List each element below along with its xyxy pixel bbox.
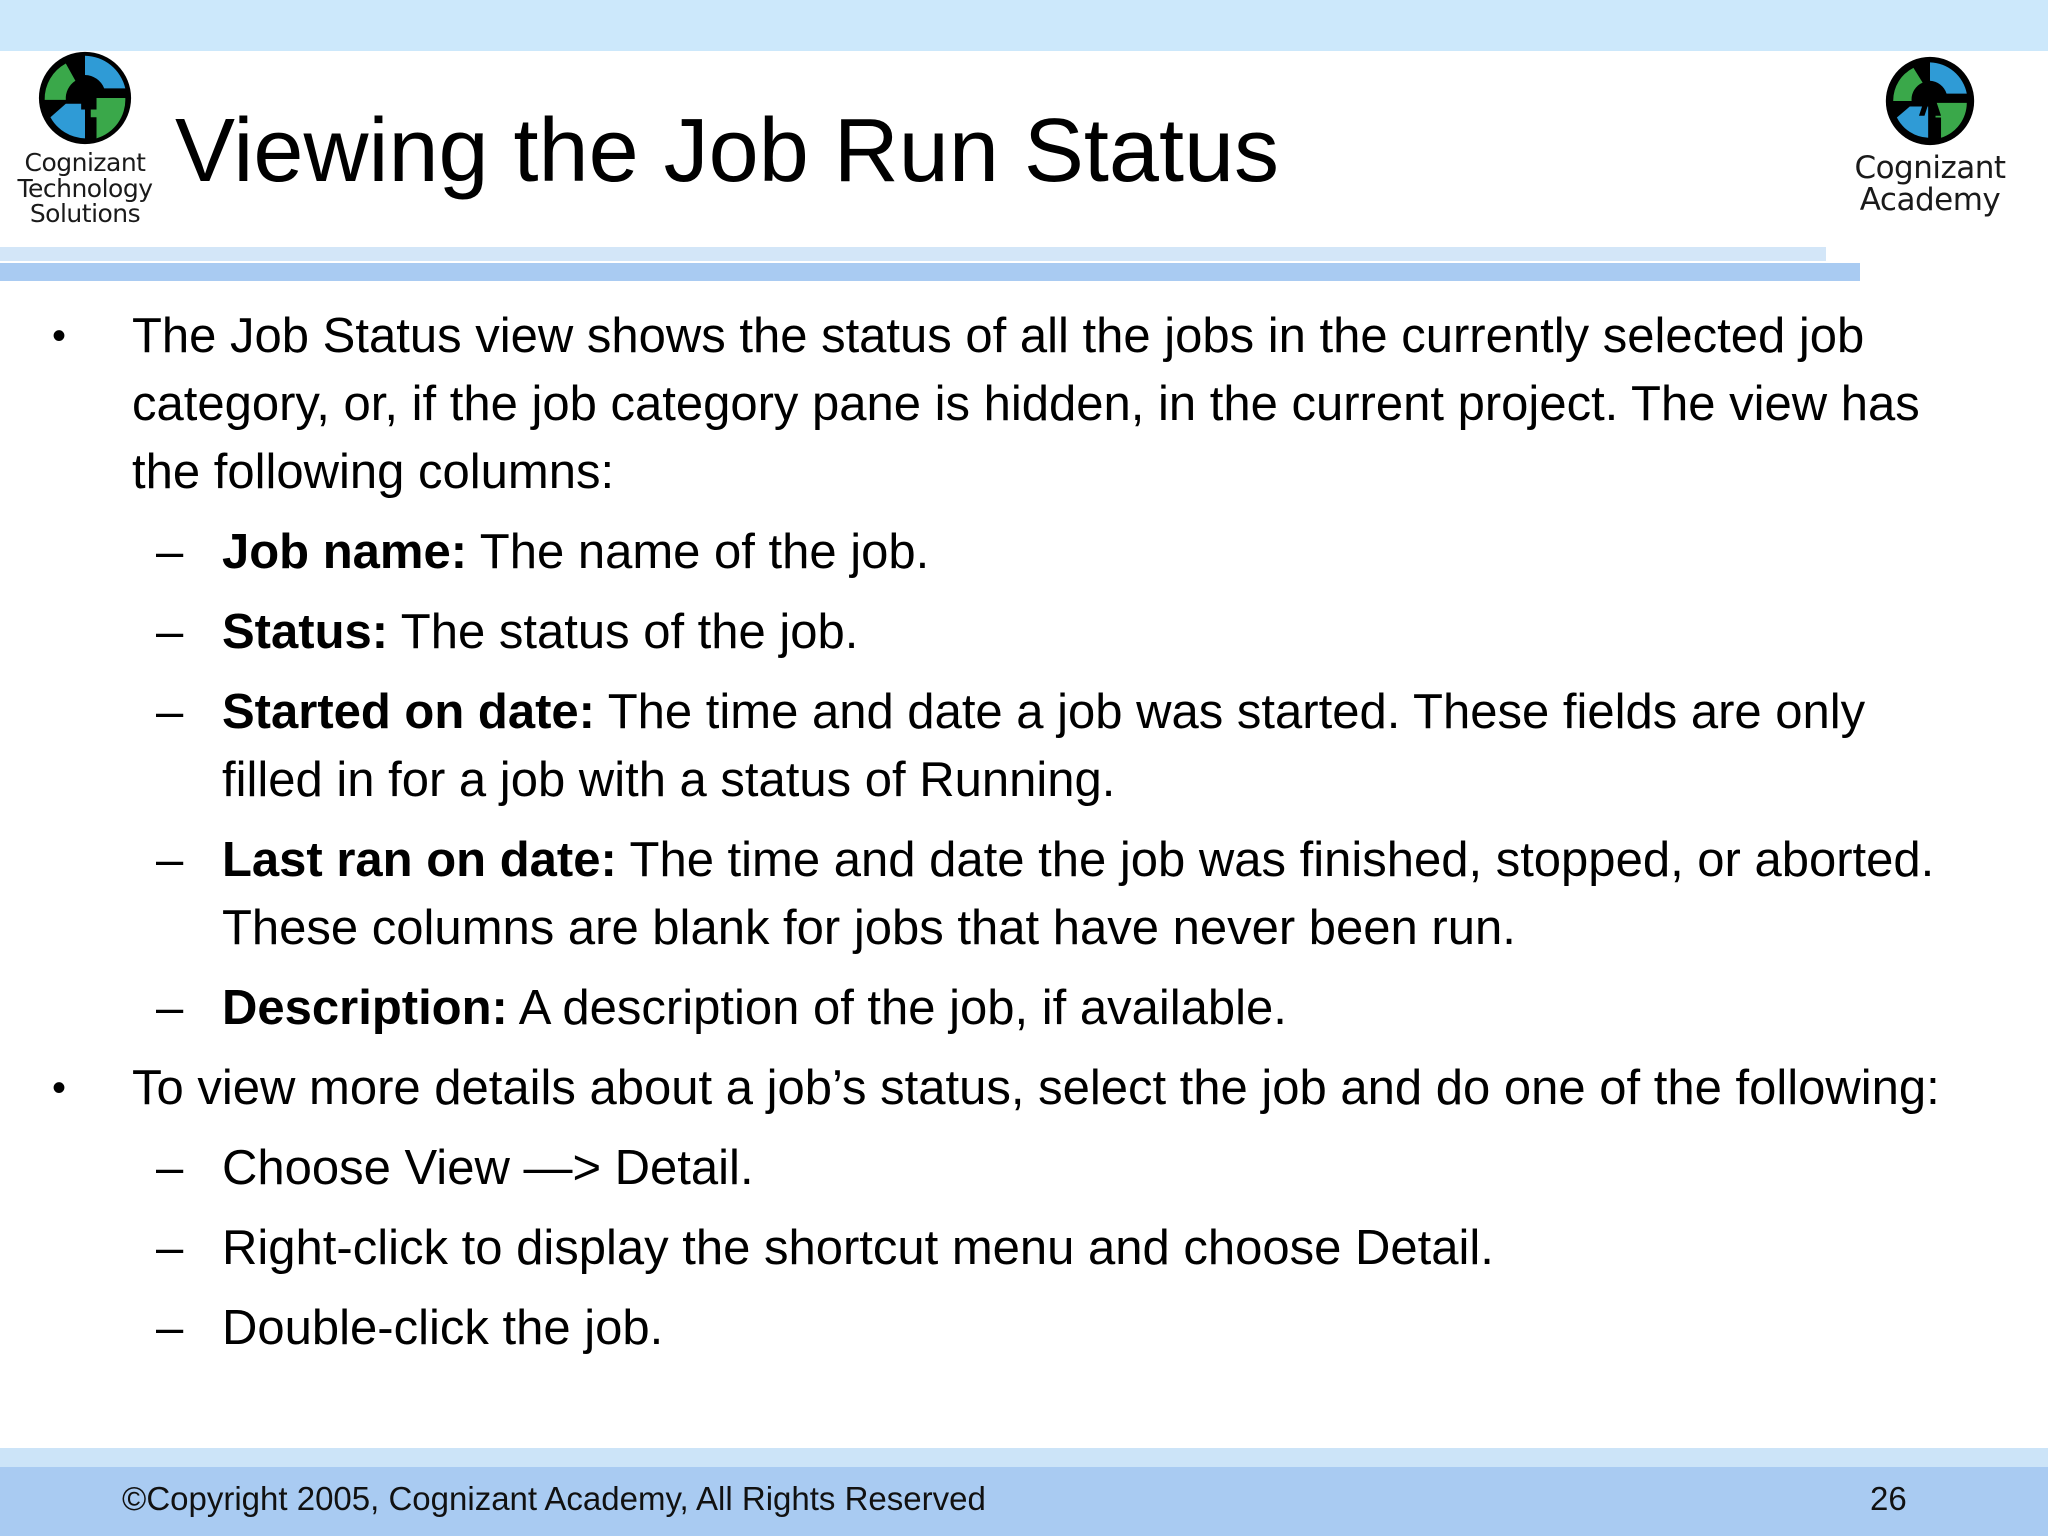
title-rule-dark	[0, 263, 1860, 281]
cognizant-academy-globe-logo-icon	[1884, 55, 1976, 147]
sub-bullet-job-name	[0, 518, 1962, 586]
sub-bullet-description	[0, 974, 1962, 1042]
left-logo-line-2: Technology	[17, 173, 153, 203]
slide-content	[0, 290, 2048, 1362]
dash-marker: –	[156, 1301, 184, 1355]
term-description: The time and date a job was started. These fields are only filled in for a job with a status of Running.	[222, 685, 1866, 807]
bullet-marker: •	[52, 314, 67, 358]
bullet-job-status-view	[0, 302, 1962, 506]
cognizant-academy-logo	[1850, 55, 2010, 216]
dash-marker: –	[156, 833, 184, 887]
dash-marker: –	[156, 685, 184, 739]
dash-marker: –	[156, 605, 184, 659]
sub-bullet-text: Choose View —> Detail.	[222, 1141, 754, 1195]
term-description: The time and date the job was finished, stopped, or aborted. These columns are blank for jobs that have never been run.	[222, 833, 1961, 955]
sub-bullet-started-on-date	[0, 678, 1962, 814]
slide-title: Viewing the Job Run Status	[175, 101, 1280, 201]
bullet-text: The Job Status view shows the status of all the jobs in the currently selected job category, or, if the job category pane is hidden, in the current project. The view has the following columns:	[132, 309, 1920, 499]
footer-band-light	[0, 1448, 2048, 1467]
title-rule-light	[0, 247, 1826, 261]
term-label: Job name:	[222, 525, 468, 579]
left-logo-line-1: Cognizant	[24, 148, 146, 177]
copyright-text: ©Copyright 2005, Cognizant Academy, All Rights Reserved	[122, 1480, 986, 1517]
left-logo-line-3: Solutions	[29, 199, 141, 228]
term-description: The name of the job.	[467, 525, 930, 579]
term-description: The status of the job.	[388, 605, 859, 659]
dash-marker: –	[156, 981, 184, 1035]
bullet-marker: •	[52, 1066, 67, 1110]
sub-bullet-double-click	[0, 1294, 1962, 1362]
sub-bullet-last-ran-on-date	[0, 826, 1962, 962]
bullet-text: To view more details about a job’s status, select the job and do one of the following:	[132, 1061, 1940, 1115]
term-description: A description of the job, if available.	[507, 981, 1287, 1035]
page-number: 26	[1870, 1480, 1907, 1517]
sub-bullet-text: Right-click to display the shortcut menu and choose Detail.	[222, 1221, 1494, 1275]
bullet-view-details	[0, 1054, 1962, 1122]
dash-marker: –	[156, 525, 184, 579]
right-logo-line-2: Academy	[1859, 181, 2001, 218]
top-band	[0, 0, 2048, 51]
term-label: Description:	[222, 981, 508, 1035]
right-logo-line-1: Cognizant	[1854, 150, 2006, 186]
sub-bullet-right-click	[0, 1214, 1962, 1282]
cognizant-technology-solutions-logo	[10, 50, 160, 227]
term-label: Status:	[222, 605, 389, 659]
cognizant-globe-logo-icon	[37, 50, 133, 146]
sub-bullet-text: Double-click the job.	[222, 1301, 664, 1355]
dash-marker: –	[156, 1221, 184, 1275]
term-label: Started on date:	[222, 685, 595, 739]
term-label: Last ran on date:	[222, 833, 617, 887]
sub-bullet-status	[0, 598, 1962, 666]
sub-bullet-choose-view-detail	[0, 1134, 1962, 1202]
dash-marker: –	[156, 1141, 184, 1195]
